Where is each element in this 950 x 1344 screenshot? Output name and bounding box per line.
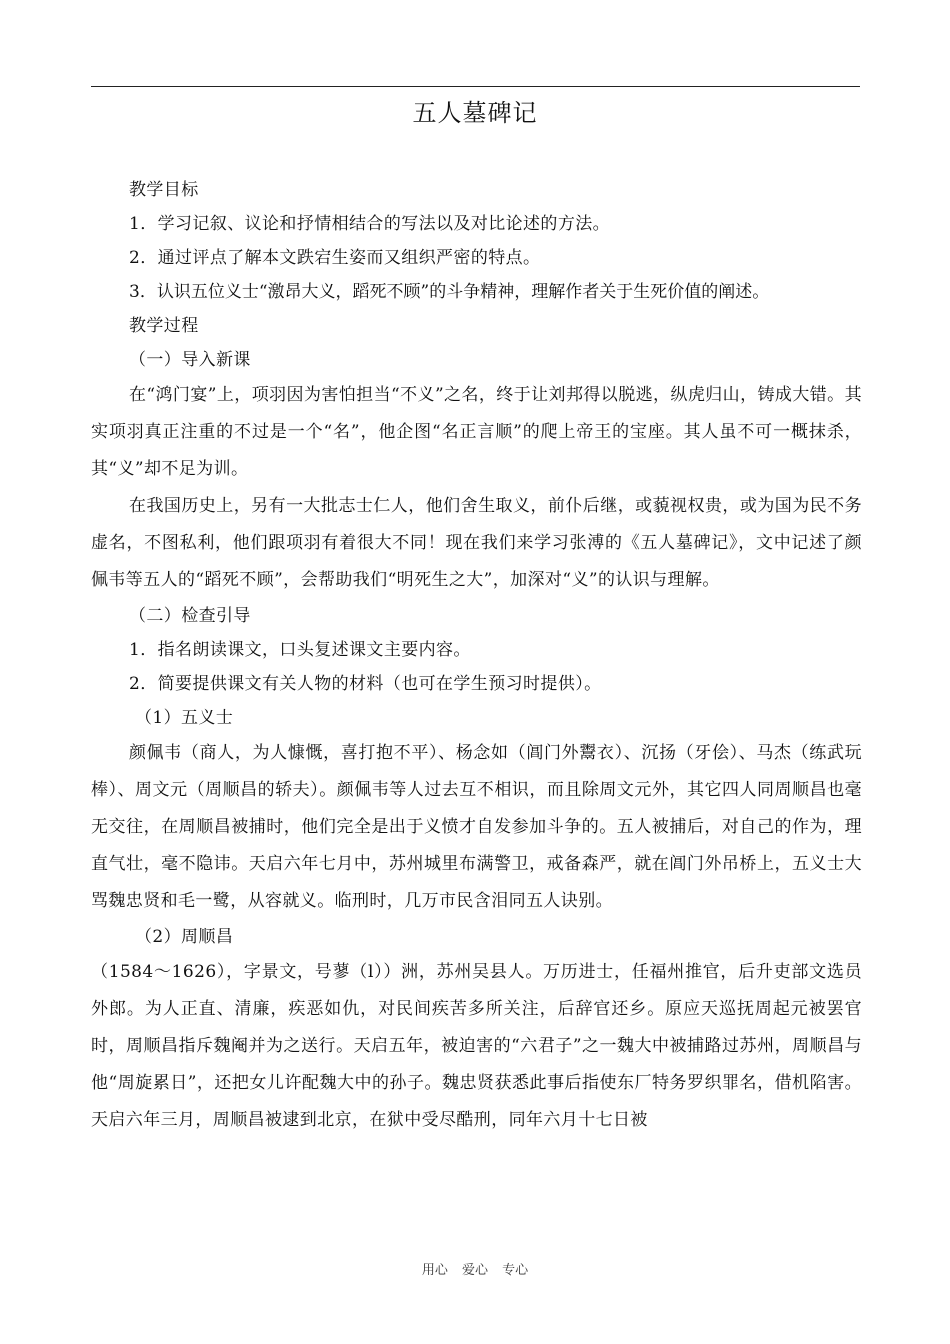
header-rule [91,86,860,87]
paragraph-zhou-shunchang: （1584～1626），字景文，号蓼（l））洲，苏州吴县人。万历进士，任福州推官，后升吏部文选员外郎。为人正直、清廉，疾恶如仇，对民间疾苦多所关注，后辞官还乡。原应天巡抚周起元被罢官时，周顺昌指斥魏阉并为之送行。天启五年，被迫害的“六君子”之一魏大中被捕路过苏州，周顺昌与他“周旋累日”，还把女儿许配魏大中的孙子。魏忠贤获悉此事后指使东厂特务罗织罪名，借机陷害。天启六年三月，周顺昌被逮到北京，在狱中受尽酷刑，同年六月十七日被 [91,962,862,1130]
paragraph-hongmen: 在“鸿门宴”上，项羽因为害怕担当“不义”之名，终于让刘邦得以脱逃，纵虎归山，铸成大错。其实项羽真正注重的不过是一个“名”，他企图“名正言顺”的爬上帝王的宝座。其人虽不可一概抹杀，其“义”却不足为训。 [91,385,862,479]
page-footer: 用心 爱心 专心 [421,1263,529,1278]
goal-item-3: 3．认识五位义士“激昂大义，蹈死不顾”的斗争精神，理解作者关于生死价值的阐述。 [129,282,770,302]
heading-teaching-process: 教学过程 [129,316,199,336]
document-title: 五人墓碑记 [412,99,538,127]
sub-heading-five-martyrs: （1）五义士 [135,708,234,728]
paragraph-five-martyrs: 颜佩韦（商人，为人慷慨，喜打抱不平）、杨念如（阊门外鬻衣）、沉扬（牙侩）、马杰（练武玩棒）、周文元（周顺昌的轿夫）。颜佩韦等人过去互不相识，而且除周文元外，其它四人同周顺昌也毫无交往，在周顺昌被捕时，他们完全是出于义愤才自发参加斗争的。五人被捕后，对自己的作为，理直气壮，毫不隐讳。天启六年七月中，苏州城里布满警卫，戒备森严，就在阊门外吊桥上，五义士大骂魏忠贤和毛一鹭，从容就义。临刑时，几万市民含泪同五人诀别。 [91,743,862,911]
check-item-1: 1．指名朗读课文，口头复述课文主要内容。 [129,640,471,660]
check-item-2: 2．简要提供课文有关人物的材料（也可在学生预习时提供）。 [129,674,602,694]
section-heading-check: （二）检查引导 [129,606,251,626]
section-heading-intro: （一）导入新课 [129,350,251,370]
document-body [91,173,862,1139]
goal-item-1: 1．学习记叙、议论和抒情相结合的写法以及对比论述的方法。 [129,214,611,234]
goal-item-2: 2．通过评点了解本文跌宕生姿而又组织严密的特点。 [129,248,541,268]
paragraph-history: 在我国历史上，另有一大批志士仁人，他们舍生取义，前仆后继，或藐视权贵，或为国为民不务虚名，不图私利，他们跟项羽有着很大不同！现在我们来学习张溥的《五人墓碑记》，文中记述了颜佩韦等五人的“蹈死不顾”，会帮助我们“明死生之大”，加深对“义”的认识与理解。 [91,496,862,590]
sub-heading-zhou-shunchang: （2）周顺昌 [135,927,234,947]
heading-teaching-goals: 教学目标 [129,180,199,200]
